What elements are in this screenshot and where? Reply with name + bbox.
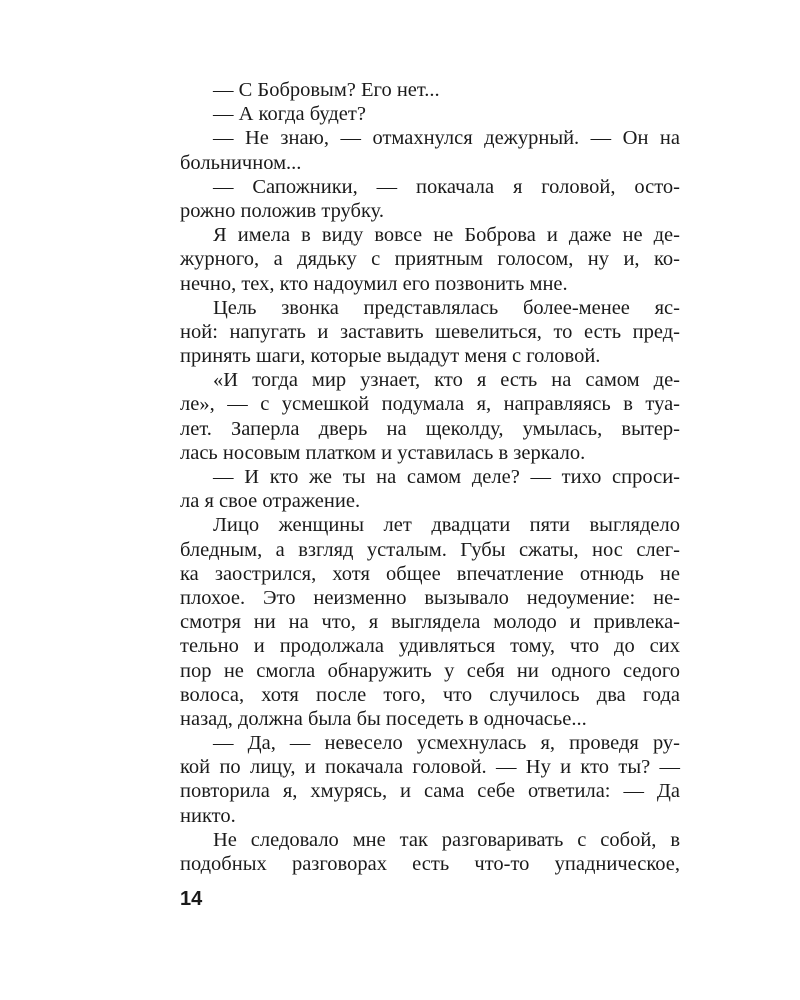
text-line: повторила я, хмурясь, и сама себе ответила: — Да <box>180 780 680 803</box>
text-line: ле», — с усмешкой подумала я, направляясь в туа- <box>180 393 680 416</box>
text-line: Цель звонка представлялась более-менее яс- <box>213 296 680 319</box>
text-line: ка заострился, хотя общее впечатление отнюдь не <box>180 562 680 585</box>
text-line: нечно, тех, кто надоумил его позвонить мне. <box>180 272 568 295</box>
text-line: кой по лицу, и покачала головой. — Ну и кто ты? — <box>180 756 680 779</box>
text-line: никто. <box>180 804 236 827</box>
text-line: назад, должна была бы поседеть в одночасье... <box>180 707 587 730</box>
text-line: журного, а дядьку с приятным голосом, ну и, ко- <box>180 248 680 271</box>
page-number: 14 <box>180 888 203 910</box>
text-line: — Не знаю, — отмахнулся дежурный. — Он на <box>213 127 680 150</box>
text-line: плохое. Это неизменно вызывало недоумение: не- <box>180 586 680 609</box>
text-line: «И тогда мир узнает, кто я есть на самом де- <box>213 369 680 392</box>
text-line: принять шаги, которые выдадут меня с головой. <box>180 345 601 368</box>
text-line: пор не смогла обнаружить у себя ни одного седого <box>180 659 680 682</box>
text-line: лет. Заперла дверь на щеколду, умылась, вытер- <box>180 417 680 440</box>
text-line: — И кто же ты на самом деле? — тихо спроси- <box>213 466 680 488</box>
text-line: смотря ни на что, я выглядела молодо и привлека- <box>180 611 680 634</box>
text-line: ной: напугать и заставить шевелиться, то есть пред- <box>180 320 680 343</box>
text-line: Не следовало мне так разговаривать с собой, в <box>213 828 680 851</box>
text-line: Я имела в виду вовсе не Боброва и даже не де- <box>213 224 680 247</box>
text-line: — С Бобровым? Его нет... <box>213 79 440 101</box>
text-line: — Да, — невесело усмехнулась я, проведя ру- <box>213 732 680 755</box>
text-line: больничном... <box>180 151 302 174</box>
text-line: подобных разговорах есть что-то упадническое, <box>180 853 680 875</box>
text-line: Лицо женщины лет двадцати пяти выглядело <box>213 514 680 537</box>
text-line: волоса, хотя после того, что случилось два года <box>180 683 680 706</box>
text-line: ла я свое отражение. <box>180 490 361 513</box>
text-line: лась носовым платком и уставилась в зеркало. <box>180 441 586 464</box>
text-line: рожно положив трубку. <box>180 199 384 222</box>
body-text <box>180 78 680 876</box>
text-line: бледным, а взгляд усталым. Губы сжаты, нос слег- <box>180 538 680 561</box>
text-line: тельно и продолжала удивляться тому, что до сих <box>180 635 680 658</box>
text-line: — Сапожники, — покачала я головой, осто- <box>213 175 680 198</box>
text-line: — А когда будет? <box>213 103 366 126</box>
